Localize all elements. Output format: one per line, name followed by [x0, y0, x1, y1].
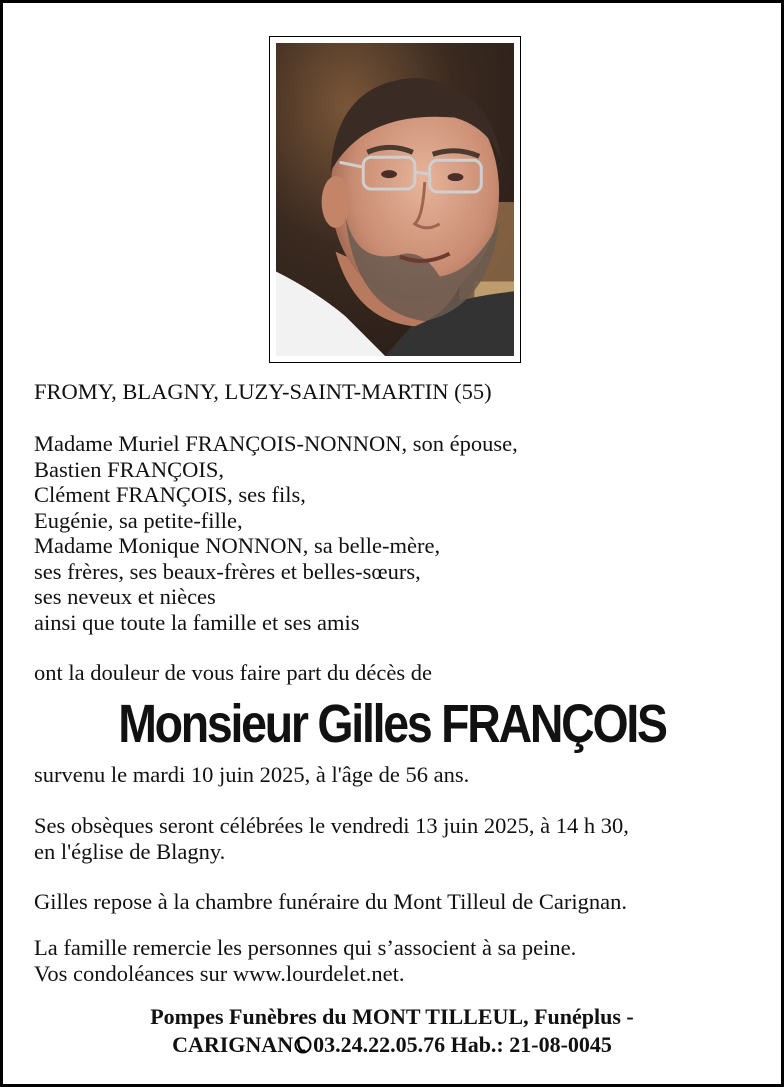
portrait-photo — [269, 36, 521, 363]
deceased-name: Monsieur Gilles FRANÇOIS — [118, 694, 666, 754]
family-line: ses neveux et nièces — [34, 584, 216, 609]
portrait-image — [276, 43, 514, 356]
family-list — [34, 431, 518, 635]
family-line: ses frères, ses beaux-frères et belles-sœurs, — [34, 558, 421, 584]
resting-place — [34, 889, 627, 915]
family-line: Madame Monique NONNON, sa belle-mère, — [34, 533, 441, 558]
funeral-home-contact — [3, 1031, 781, 1059]
funeral-home-name: Pompes Funèbres du MONT TILLEUL, Funéplus - — [150, 1004, 634, 1029]
thanks-line: La famille remercie les personnes qui s’associent à sa peine. — [34, 935, 577, 960]
funeral-info — [34, 813, 629, 864]
funeral-home-city: CARIGNAN — [172, 1032, 294, 1057]
family-line: Eugénie, sa petite-fille, — [34, 507, 243, 533]
funeral-line: en l'église de Blagny. — [34, 838, 226, 864]
funeral-home-footer — [3, 1003, 781, 1059]
death-notice — [34, 762, 469, 788]
family-line: ainsi que toute la famille et ses amis — [34, 609, 360, 635]
location-line — [34, 379, 492, 405]
thanks-block — [34, 935, 576, 986]
location-text: FROMY, BLAGNY, LUZY-SAINT-MARTIN (55) — [34, 379, 492, 404]
funeral-home-phone: 03.24.22.05.76 Hab.: 21-08-0045 — [313, 1032, 612, 1057]
resting-place-text: Gilles repose à la chambre funéraire du Mont Tilleul de Carignan. — [34, 889, 627, 914]
condolences-line: Vos condoléances sur www.lourdelet.net. — [34, 960, 405, 986]
phone-icon — [293, 1033, 313, 1051]
announcement-text: ont la douleur de vous faire part du décès de — [34, 660, 432, 685]
family-line: Bastien FRANÇOIS, — [34, 456, 225, 482]
family-line: Clément FRANÇOIS, ses fils, — [34, 482, 306, 507]
funeral-line: Ses obsèques seront célébrées le vendredi 13 juin 2025, à 14 h 30, — [34, 813, 629, 838]
family-line: Madame Muriel FRANÇOIS-NONNON, son épouse, — [34, 431, 518, 456]
death-notice-text: survenu le mardi 10 juin 2025, à l'âge de 56 ans. — [34, 762, 470, 787]
announcement — [34, 660, 432, 686]
